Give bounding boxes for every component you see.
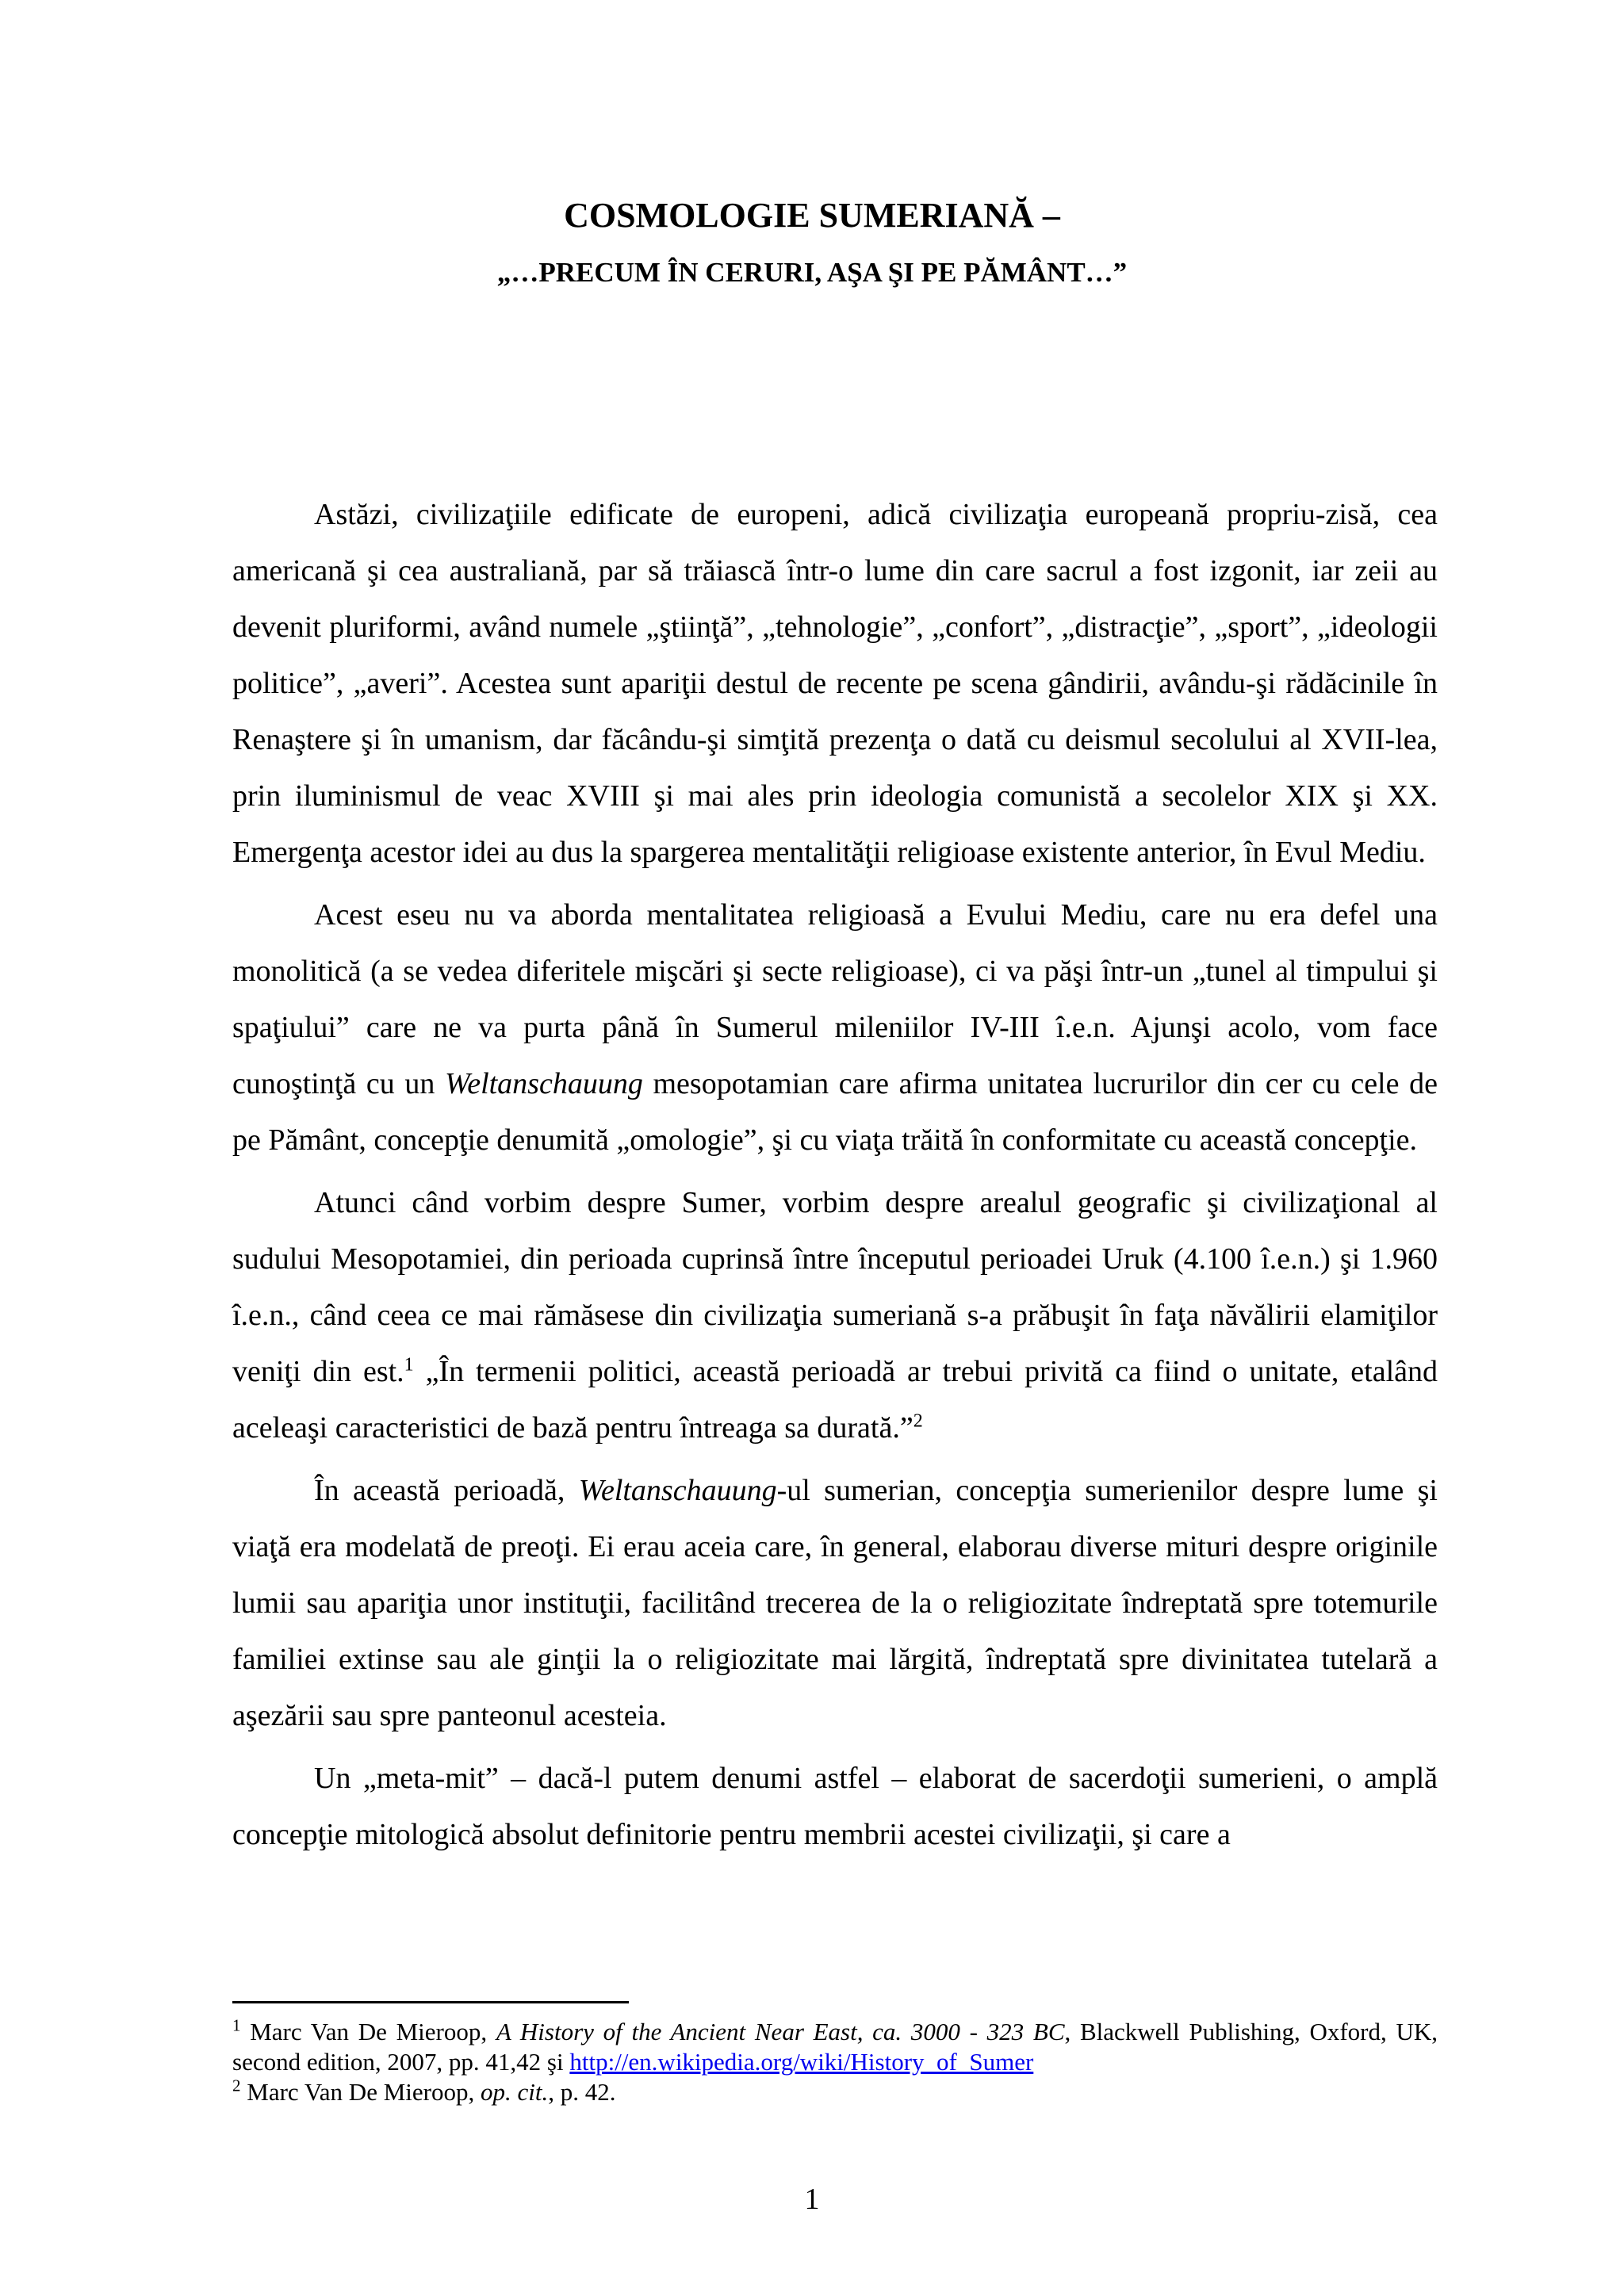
footnote-1 (232, 2017, 1438, 2077)
paragraph-text: Astăzi, civilizaţiile edificate de europeni, adică civilizaţia europeană propriu-zisă, cea americană şi cea australiană, par să trăiască într-o lume din care sacrul a fost izgonit, iar zeii au devenit pluriformi, având numele „ştiinţă”, „tehnologie”, „confort”, „distracţie”, „sport”, „ideologii politice”, „averi”. Acestea sunt apariţii destul de recente pe scena gândirii, avându-şi rădăcinile în Renaştere şi în umanism, dar făcându-şi simţită prezenţa o dată cu deismul secolului al XVII-lea, prin iluminismul de veac XVIII şi mai ales prin ideologia comunistă a secolelor XIX şi XX. Emergenţa acestor idei au dus la spargerea mentalităţii religioase existente anterior, în Evul Mediu. (232, 498, 1438, 869)
footnote-text: Marc Van De Mieroop, (240, 2018, 496, 2045)
paragraph-text: mesopotamian care afirma unitatea lucrurilor din cer cu cele de pe Pământ, concepţie denumită „omologie”, şi cu viaţa trăită în conformitate cu această concepţie. (232, 1067, 1438, 1157)
title-block (0, 193, 1624, 295)
footnote-divider (232, 2001, 629, 2003)
paragraph-text: Un „meta-mit” – dacă-l putem denumi astfel – elaborat de sacerdoţii sumerieni, o amplă concepţie mitologică absolut definitorie pentru membrii acestei civilizaţii, şi care a (232, 1762, 1438, 1851)
italic-term: Weltanschauung (578, 1474, 777, 1507)
paragraph-5 (232, 1751, 1438, 1863)
page-number: 1 (804, 2183, 820, 2216)
page-title: COSMOLOGIE SUMERIANĂ – (564, 196, 1060, 235)
paragraph-text: -ul sumerian, concepţia sumerienilor despre lume şi viaţă era modelată de preoţi. Ei erau aceia care, în general, elaborau diverse mituri despre originile lumii sau apariţia unor instituţii, facilitând trecerea de la o religiozitate îndreptată spre totemurile familiei extinse sau ale ginţii la o religiozitate mai lărgită, îndreptată spre divinitatea tutelară a aşezării sau spre panteonul acesteia. (232, 1474, 1438, 1732)
footnote-text: , p. 42. (548, 2078, 616, 2106)
paragraph-text: Acest eseu nu va aborda mentalitatea religioasă a Evului Mediu, care nu era defel una monolitică (a se vedea diferitele mişcări şi secte religioase), ci va păşi într-un „tunel al timpului şi spaţiului” care ne va purta până în Sumerul mileniilor IV-III î.e.n. Ajunşi acolo, vom face cunoştinţă cu un (232, 898, 1438, 1100)
paragraph-2 (232, 887, 1438, 1169)
paragraph-1 (232, 487, 1438, 881)
footnote-citation: op. cit. (480, 2078, 549, 2106)
footnote-2 (232, 2077, 1438, 2107)
paragraph-text: „În termenii politici, această perioadă ar trebui privită ca fiind o unitate, etalând aceleaşi caracteristici de bază pentru întreaga sa durată.” (232, 1355, 1438, 1445)
paragraph-3 (232, 1175, 1438, 1456)
footnote-link[interactable]: http://en.wikipedia.org/wiki/History_of_Sumer (569, 2048, 1034, 2076)
footnote-text: Marc Van De Mieroop, (240, 2078, 481, 2106)
paragraph-4 (232, 1463, 1438, 1744)
page-subtitle: „…PRECUM ÎN CERURI, AŞA ŞI PE PĂMÂNT…” (496, 257, 1128, 288)
footnote-number: 2 (232, 2076, 241, 2095)
body-text (232, 487, 1438, 1869)
paragraph-text: Atunci când vorbim despre Sumer, vorbim despre arealul geografic şi civilizaţional al sudului Mesopotamiei, din perioada cuprinsă între începutul perioadei Uruk (4.100 î.e.n.) şi 1.960 î.e.n., când ceea ce mai rămăsese din civilizaţia sumeriană s-a prăbuşit în faţa năvălirii elamiţilor veniţi din est. (232, 1186, 1438, 1388)
footnote-ref-1[interactable]: 1 (404, 1354, 414, 1376)
footnote-ref-2[interactable]: 2 (913, 1410, 923, 1432)
footnotes (232, 2017, 1438, 2107)
footnote-text: , Blackwell Publishing, Oxford, UK, second edition, 2007, pp. 41,42 şi (232, 2018, 1438, 2076)
footnote-book-title: A History of the Ancient Near East, ca. 3000 - 323 BC (496, 2018, 1065, 2045)
footnote-number: 1 (232, 2015, 241, 2035)
italic-term: Weltanschauung (445, 1067, 643, 1100)
paragraph-text: În această perioadă, (314, 1474, 579, 1507)
